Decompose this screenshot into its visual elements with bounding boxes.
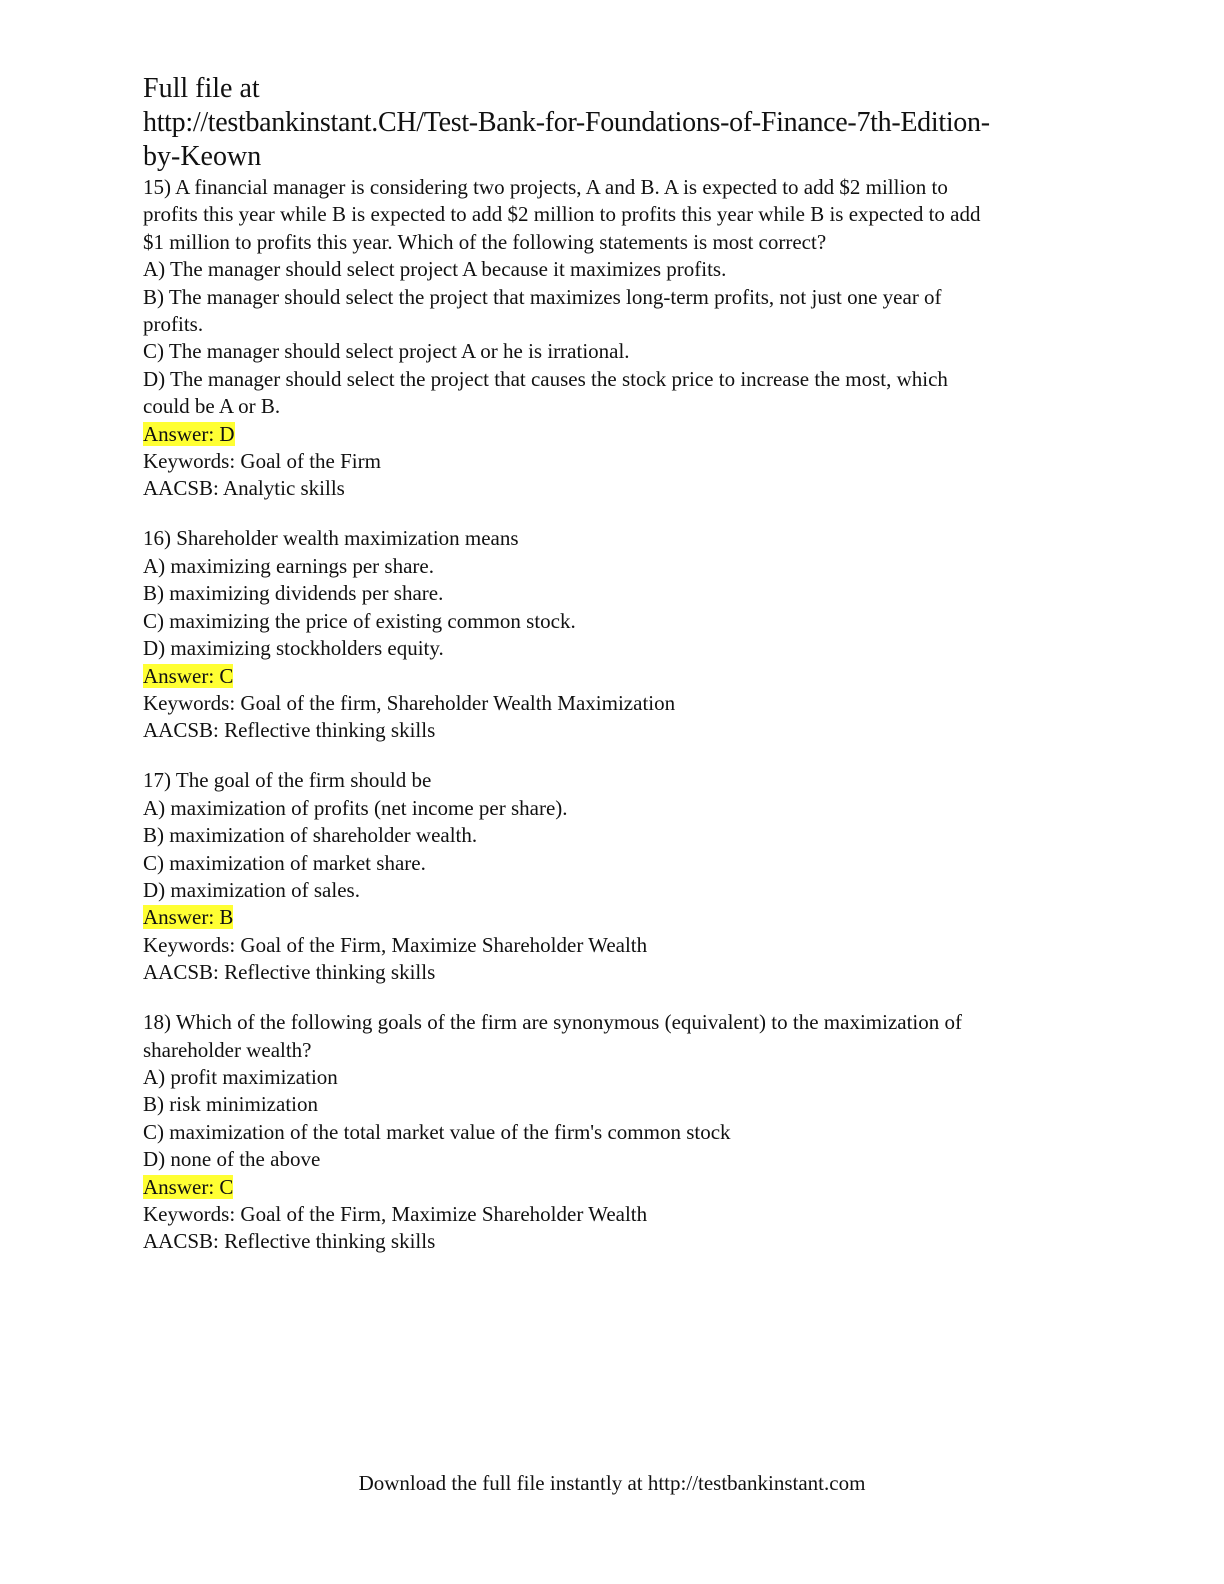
question-stem-line: 17) The goal of the firm should be xyxy=(143,768,432,793)
aacsb-line: AACSB: Reflective thinking skills xyxy=(143,718,436,743)
answer-option-line: could be A or B. xyxy=(143,394,281,419)
page-footer xyxy=(0,1470,1224,1497)
question-block xyxy=(143,1009,1083,1256)
question-spacer xyxy=(143,503,1083,526)
aacsb-line: AACSB: Reflective thinking skills xyxy=(143,960,436,985)
keywords-line: Keywords: Goal of the Firm xyxy=(143,449,381,474)
answer-row xyxy=(143,421,1083,448)
answer-option-line: B) maximizing dividends per share. xyxy=(143,581,444,606)
header-full-file-label: Full file at xyxy=(143,73,260,104)
footer-download-text: Download the full file instantly at http://testbankinstant.com xyxy=(358,1471,866,1495)
answer-option-line: C) maximization of market share. xyxy=(143,850,426,875)
question-stem-line: $1 million to profits this year. Which of the following statements is most correct? xyxy=(143,229,827,254)
question-stem-line: profits this year while B is expected to add $2 million to profits this year while B is expected to add xyxy=(143,202,981,227)
answer-row xyxy=(143,904,1083,931)
answer-row xyxy=(143,1174,1083,1201)
question-stem-line: shareholder wealth? xyxy=(143,1037,312,1062)
question-block xyxy=(143,525,1083,744)
answer-option-line: B) risk minimization xyxy=(143,1092,318,1117)
answer-option-line: A) The manager should select project A because it maximizes profits. xyxy=(143,257,727,282)
answer-option-line: D) maximizing stockholders equity. xyxy=(143,636,444,661)
answer-option-line: C) maximization of the total market value of the firm's common stock xyxy=(143,1119,731,1144)
header-url: http://testbankinstant.CH/Test-Bank-for-Foundations-of-Finance-7th-Edition- xyxy=(143,107,990,138)
answer-option-line: B) maximization of shareholder wealth. xyxy=(143,823,478,848)
answer-option-line: A) profit maximization xyxy=(143,1064,338,1089)
question-list xyxy=(143,174,1083,1256)
question-stem-line: 18) Which of the following goals of the firm are synonymous (equivalent) to the maximization of xyxy=(143,1010,962,1035)
question-stem-line: 15) A financial manager is considering two projects, A and B. A is expected to add $2 million to xyxy=(143,175,948,199)
question-spacer xyxy=(143,745,1083,768)
answer-highlight: Answer: C xyxy=(143,663,234,688)
question-stem-line: 16) Shareholder wealth maximization means xyxy=(143,526,519,551)
answer-option-line: D) The manager should select the project that causes the stock price to increase the most, which xyxy=(143,366,948,391)
answer-highlight: Answer: C xyxy=(143,1174,234,1199)
answer-highlight: Answer: D xyxy=(143,421,235,446)
aacsb-line: AACSB: Reflective thinking skills xyxy=(143,1229,436,1254)
aacsb-line: AACSB: Analytic skills xyxy=(143,476,345,501)
answer-option-line: D) maximization of sales. xyxy=(143,877,360,902)
question-block xyxy=(143,174,1083,503)
answer-option-line: profits. xyxy=(143,312,204,337)
keywords-line: Keywords: Goal of the firm, Shareholder Wealth Maximization xyxy=(143,690,676,715)
answer-option-line: C) maximizing the price of existing common stock. xyxy=(143,608,576,633)
keywords-line: Keywords: Goal of the Firm, Maximize Shareholder Wealth xyxy=(143,1202,648,1226)
question-block xyxy=(143,767,1083,986)
answer-option-line: A) maximizing earnings per share. xyxy=(143,553,434,578)
answer-option-line: C) The manager should select project A or he is irrational. xyxy=(143,339,630,364)
answer-row xyxy=(143,663,1083,690)
answer-option-line: B) The manager should select the project that maximizes long-term profits, not just one year of xyxy=(143,284,942,309)
answer-highlight: Answer: B xyxy=(143,905,234,930)
header-url-continued: by-Keown xyxy=(143,141,262,172)
answer-option-line: A) maximization of profits (net income per share). xyxy=(143,795,568,820)
keywords-line: Keywords: Goal of the Firm, Maximize Shareholder Wealth xyxy=(143,932,648,957)
question-spacer xyxy=(143,987,1083,1010)
page-content xyxy=(143,72,1083,1256)
answer-option-line: D) none of the above xyxy=(143,1147,321,1172)
